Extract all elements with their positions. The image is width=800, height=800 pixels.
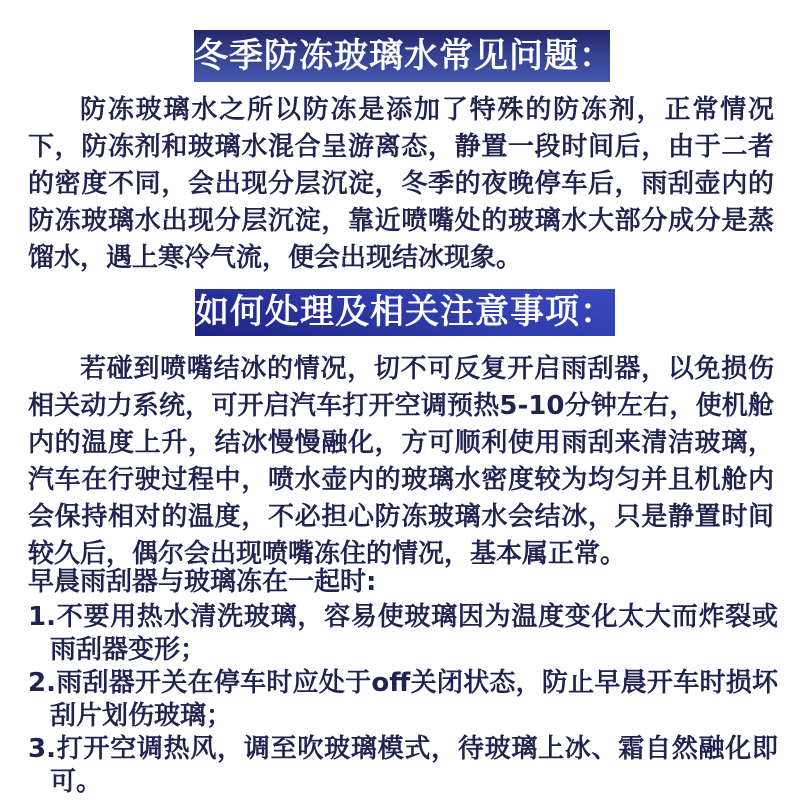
tip-item-3: 3.打开空调热风，调至吹玻璃模式，待玻璃上冰、霜自然融化即可。 bbox=[28, 734, 778, 797]
tip-item-2: 2.雨刮器开关在停车时应处于off关闭状态，防止早晨开车时损坏刮片划伤玻璃； bbox=[28, 668, 778, 731]
section-banner-handling-precautions-title: 如何处理及相关注意事项： bbox=[195, 292, 615, 332]
tips-section bbox=[28, 566, 778, 799]
section-banner-handling-precautions bbox=[195, 289, 615, 336]
tips-heading: 早晨雨刮器与玻璃冻在一起时: bbox=[28, 567, 377, 597]
tip-item-1: 1.不要用热水清洗玻璃，容易使玻璃因为温度变化太大而炸裂或雨刮器变形； bbox=[28, 602, 778, 665]
section-banner-common-problems bbox=[194, 30, 614, 82]
paragraph-antifreeze-explanation: 防冻玻璃水之所以防冻是添加了特殊的防冻剂，正常情况下，防冻剂和玻璃水混合呈游离态，静置一段时间后，由于二者的密度不同，会出现分层沉淀，冬季的夜晚停车后，雨刮壶内的防冻玻璃水出现分层沉淀，靠近喷嘴处的玻璃水大部分成分是蒸馏水，遇上寒冷气流，便会出现结冰现象。 bbox=[28, 95, 774, 273]
paragraph-handling-instructions: 若碰到喷嘴结冰的情况，切不可反复开启雨刮器，以免损伤相关动力系统，可开启汽车打开空调预热5-10分钟左右，使机舱内的温度上升，结冰慢慢融化，方可顺利使用雨刮来清洁玻璃，汽车在行驶过程中，喷水壶内的玻璃水密度较为均匀并且机舱内会保持相对的温度，不必担心防冻玻璃水会结冰，只是静置时间较久后，偶尔会出现喷嘴冻住的情况，基本属正常。 bbox=[28, 354, 774, 569]
section-banner-common-problems-title: 冬季防冻玻璃水常见问题： bbox=[194, 36, 614, 76]
